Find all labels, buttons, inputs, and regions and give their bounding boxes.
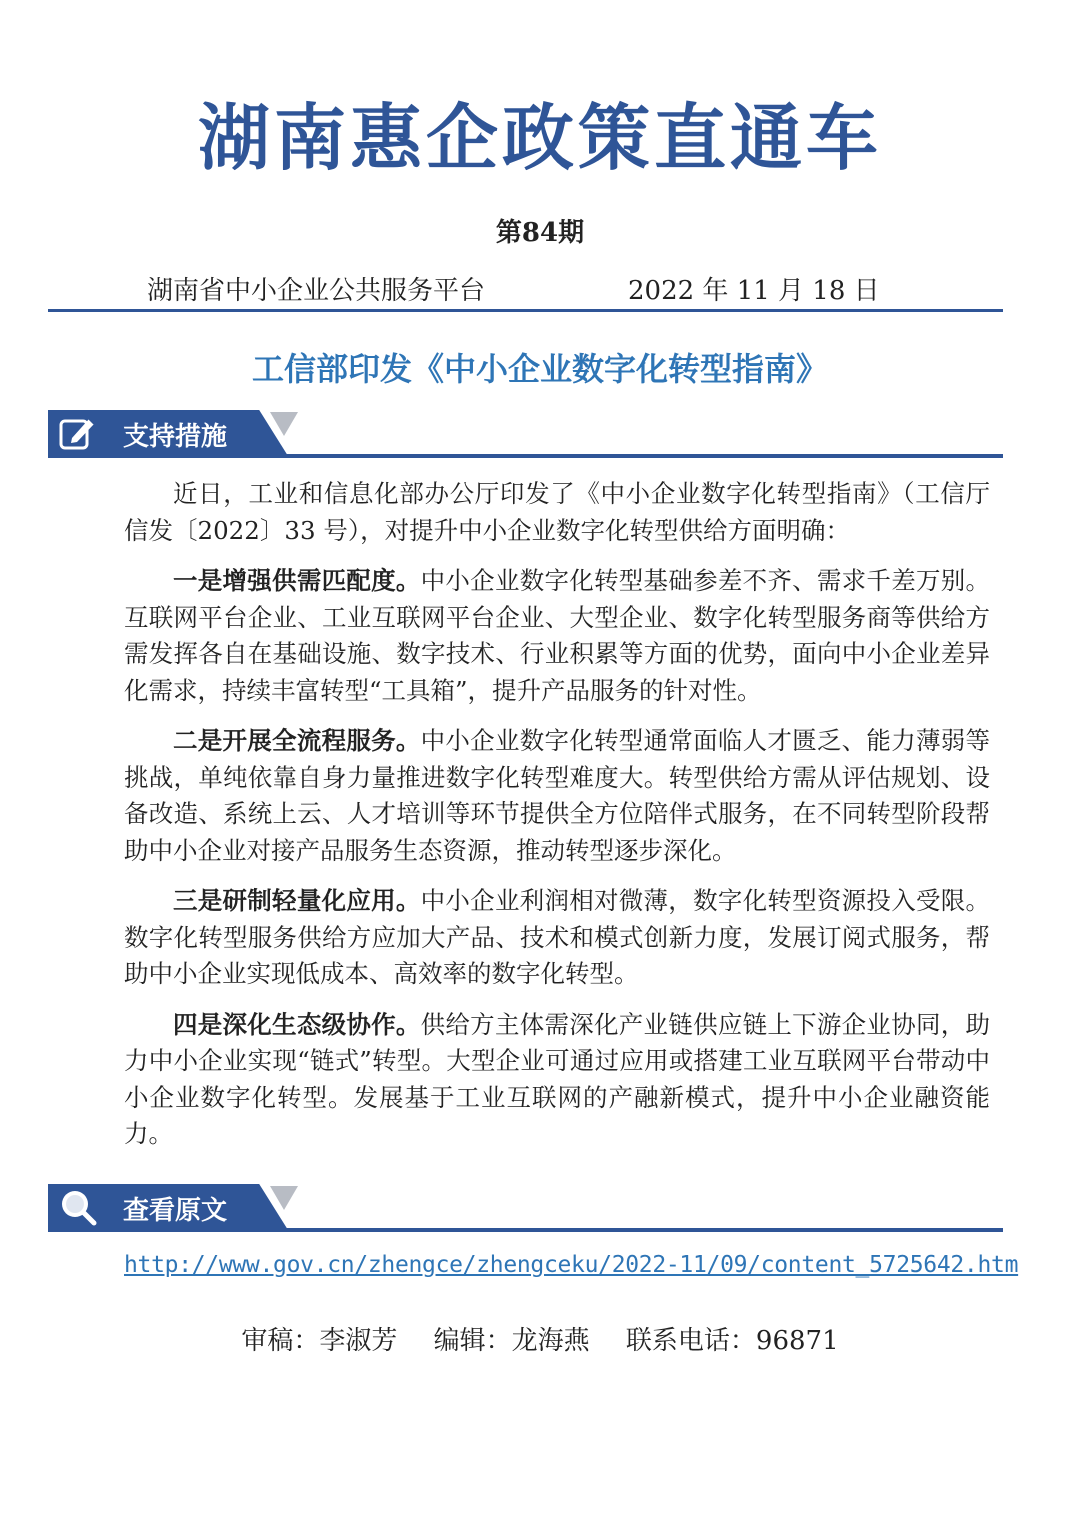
point-paragraph (124, 563, 990, 709)
magnifier-icon (58, 1188, 98, 1226)
section-bar-support (48, 410, 1003, 458)
contact-phone: 联系电话：96871 (625, 1326, 839, 1356)
section-tab-shadow (270, 1186, 298, 1210)
publisher: 湖南省中小企业公共服务平台 (147, 276, 486, 306)
issue-number: 第84期 (495, 218, 585, 248)
point-lead: 四是深化生态级协作。 (173, 1009, 421, 1039)
article-body (124, 476, 990, 1153)
section-tab-shadow (270, 412, 298, 436)
point-text: 中小企业数字化转型基础参差不齐、需求千差万别。互联网平台企业、工业互联网平台企业、大型企业、数字化转型服务商等供给方需发挥各自在基础设施、数字技术、行业积累等方面的优势，面向中小企业差异化需求，持续丰富转型“工具箱”，提升产品服务的针对性。 (124, 566, 990, 705)
point-text: 中小企业利润相对微薄，数字化转型资源投入受限。数字化转型服务供给方应加大产品、技术和模式创新力度，发展订阅式服务，帮助中小企业实现低成本、高效率的数字化转型。 (124, 886, 990, 988)
point-text: 中小企业数字化转型通常面临人才匮乏、能力薄弱等挑战，单纯依靠自身力量推进数字化转型难度大。转型供给方需从评估规划、设备改造、系统上云、人才培训等环节提供全方位陪伴式服务，在不同转型阶段帮助中小企业对接产品服务生态资源，推动转型逐步深化。 (124, 726, 990, 865)
section-bar-source (48, 1184, 1003, 1232)
editor: 编辑：龙海燕 (433, 1326, 590, 1356)
point-text: 供给方主体需深化产业链供应链上下游企业协同，助力中小企业实现“链式”转型。大型企业可通过应用或搭建工业互联网平台带动中小企业数字化转型。发展基于工业互联网的产融新模式，提升中小企业融资能力。 (124, 1009, 990, 1148)
point-lead: 一是增强供需匹配度。 (173, 566, 421, 595)
section-label: 查看原文 (123, 1196, 228, 1226)
reviewer: 审稿：李淑芳 (241, 1326, 398, 1356)
section-label: 支持措施 (123, 422, 228, 452)
article-headline: 工信部印发《中小企业数字化转型指南》 (251, 350, 828, 388)
source-link[interactable]: http://www.gov.cn/zhengce/zhengceku/2022-11/09/content_5725642.htm (124, 1252, 1019, 1278)
publish-date: 2022 年 11 月 18 日 (628, 276, 880, 306)
point-paragraph (124, 883, 990, 993)
footer-credits (0, 1320, 1080, 1357)
masthead-title: 湖南惠企政策直通车 (197, 95, 882, 180)
point-paragraph (124, 723, 990, 869)
point-lead: 三是研制轻量化应用。 (173, 886, 421, 915)
point-lead: 二是开展全流程服务。 (173, 726, 421, 755)
intro-paragraph: 近日，工业和信息化部办公厅印发了《中小企业数字化转型指南》（工信厅信发〔2022〕33 号），对提升中小企业数字化转型供给方面明确： (124, 479, 990, 545)
pencil-note-icon (58, 414, 98, 452)
header-divider (48, 309, 1003, 312)
point-paragraph (124, 1007, 990, 1153)
